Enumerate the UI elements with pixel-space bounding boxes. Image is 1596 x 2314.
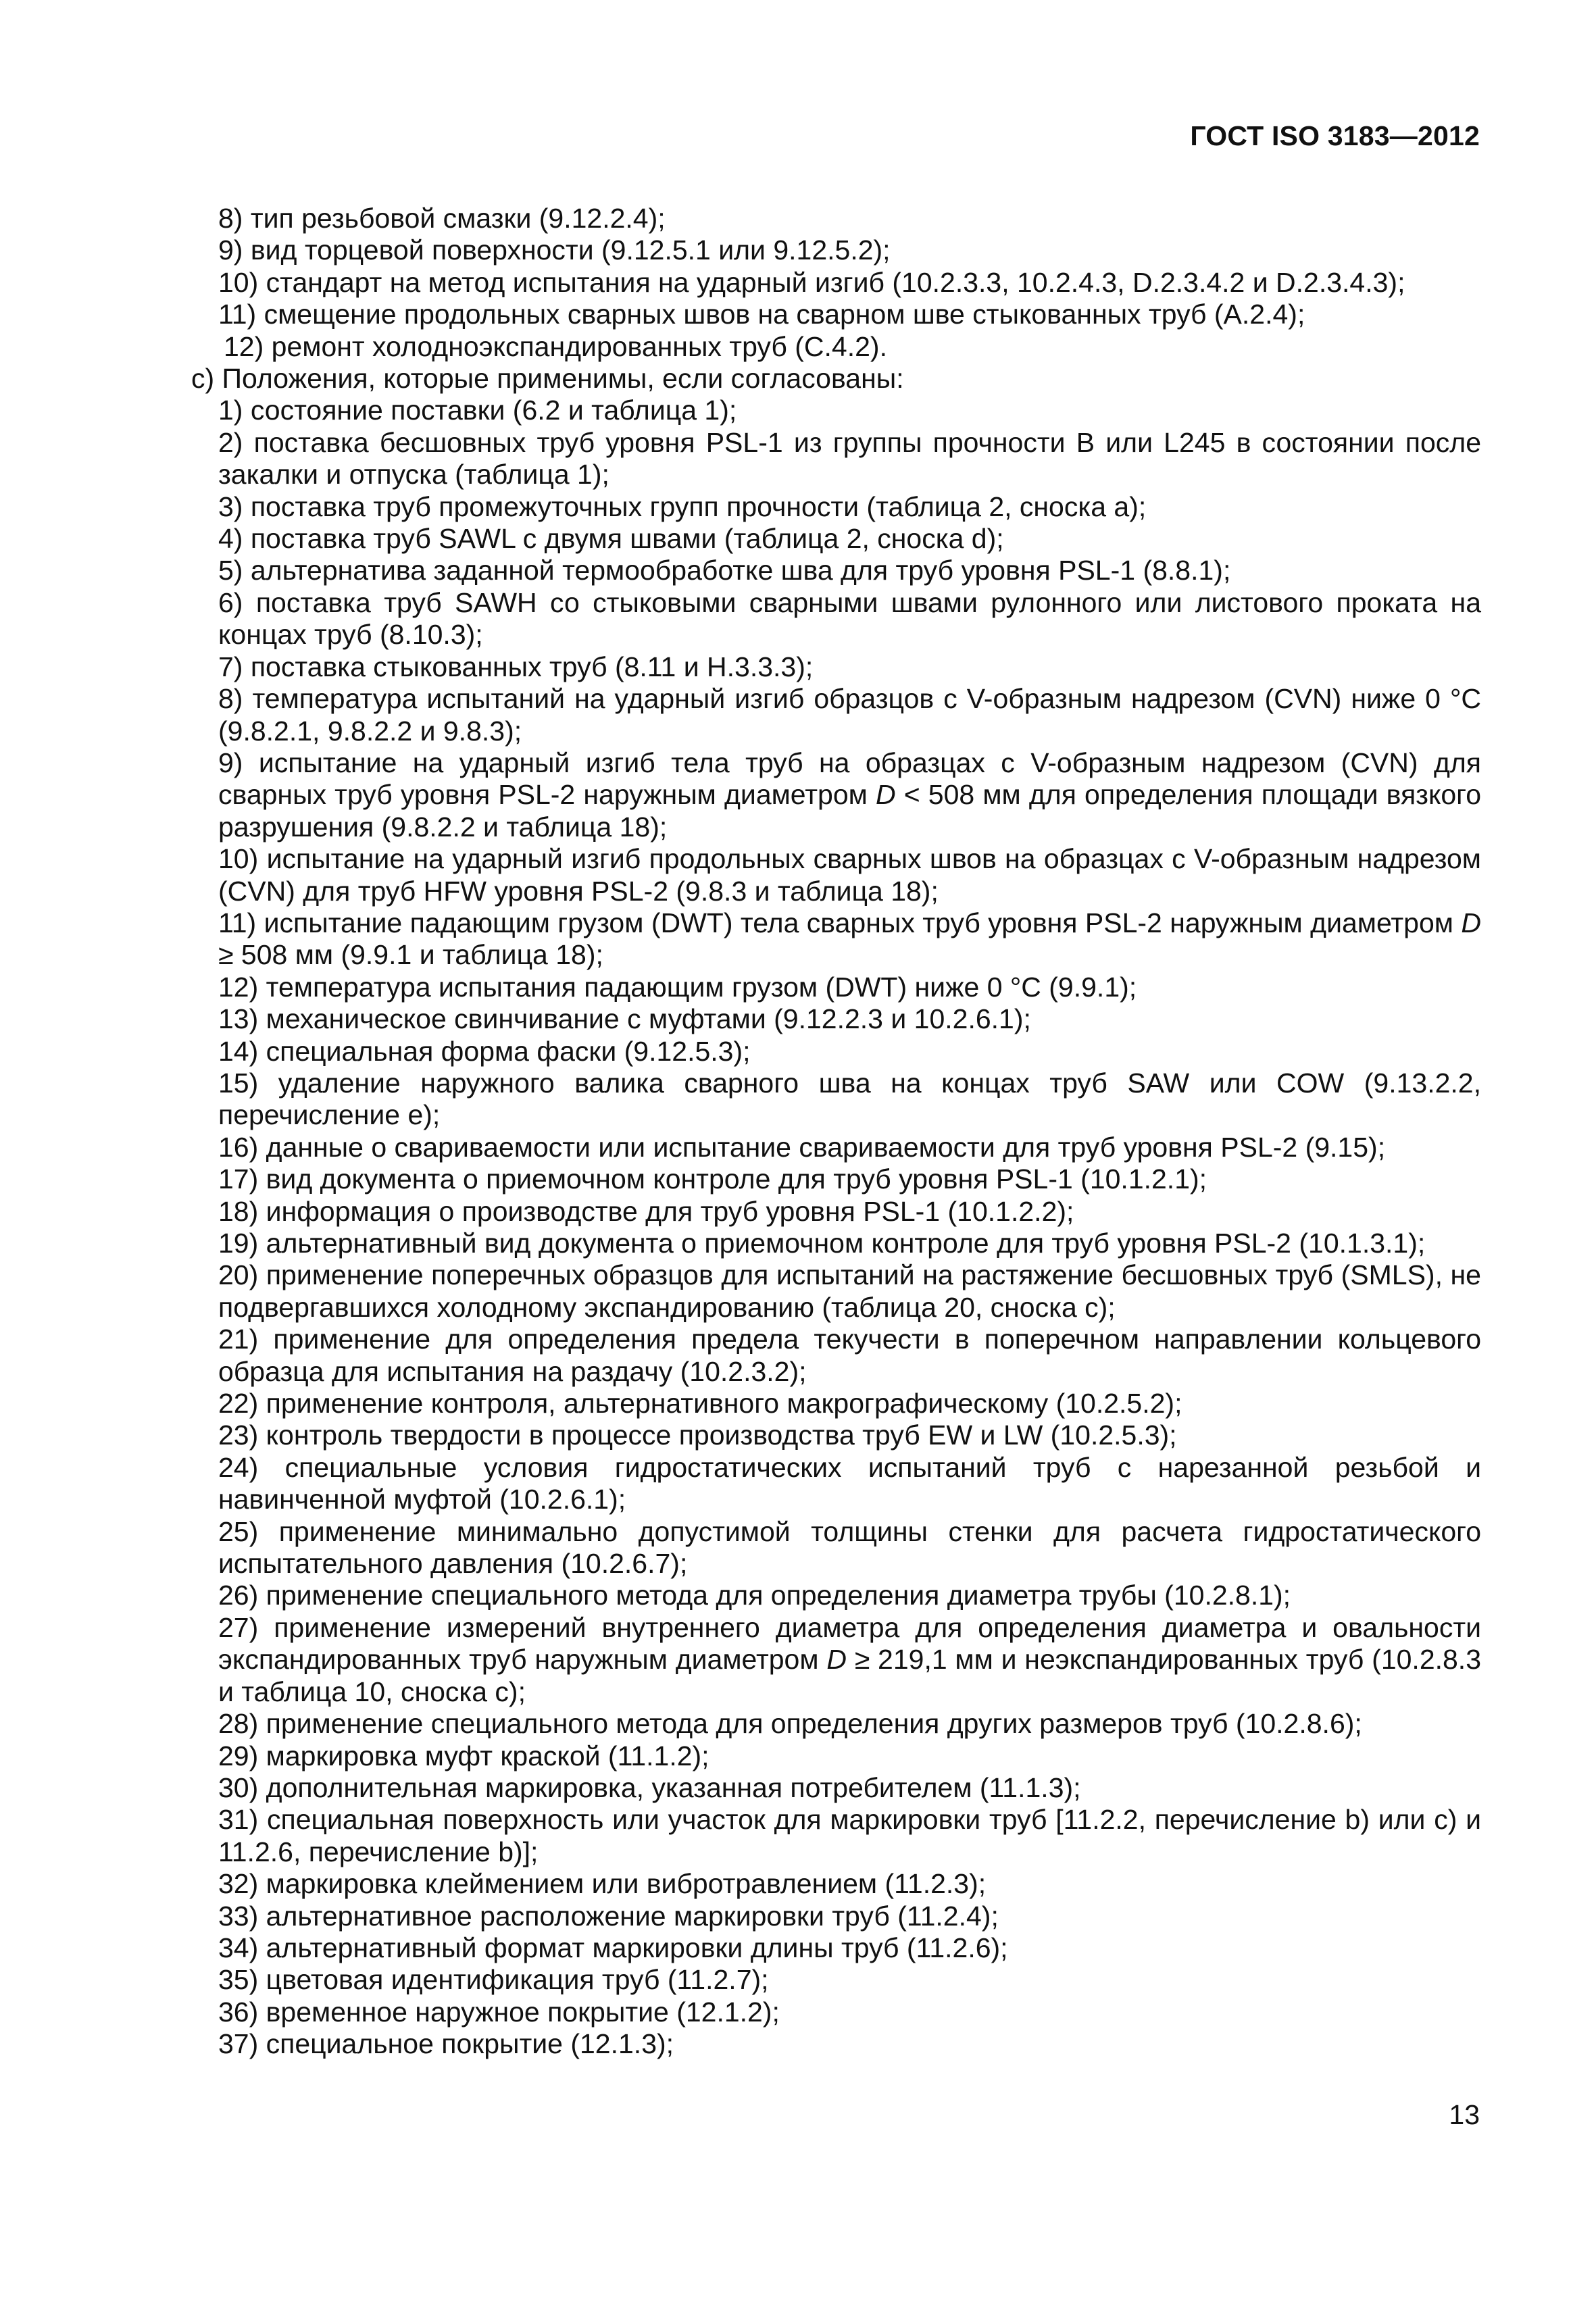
list-item: 4) поставка труб SAWL с двумя швами (таблица 2, сноска d); bbox=[218, 523, 1004, 555]
list-item: 5) альтернатива заданной термообработке шва для труб уровня PSL-1 (8.8.1); bbox=[218, 555, 1231, 586]
item-text: 9) испытание на ударный изгиб тела труб на образцах с V-образным надрезом (CVN) для сварных труб уровня PSL-2 наружным диаметром bbox=[218, 747, 1481, 811]
list-item: 18) информация о производстве для труб уровня PSL-1 (10.1.2.2); bbox=[218, 1195, 1074, 1227]
list-item bbox=[0, 907, 1596, 972]
list-item: 26) применение специального метода для определения диаметра трубы (10.2.8.1); bbox=[218, 1580, 1291, 1611]
list-item: 24) специальные условия гидростатических испытаний труб с нарезанной резьбой и навинченной муфтой (10.2.6.1); bbox=[218, 1451, 1481, 1515]
document-body bbox=[0, 203, 1596, 2061]
list-item bbox=[0, 1612, 1596, 1708]
list-item: 19) альтернативный вид документа о приемочном контроле для труб уровня PSL-2 (10.1.3.1); bbox=[218, 1228, 1426, 1259]
list-item: 14) специальная форма фаски (9.12.5.3); bbox=[218, 1035, 751, 1067]
list-item: 17) вид документа о приемочном контроле для труб уровня PSL-1 (10.1.2.1); bbox=[218, 1163, 1207, 1195]
list-item: 7) поставка стыкованных труб (8.11 и H.3.3.3); bbox=[218, 651, 814, 682]
list-item: 29) маркировка муфт краской (11.1.2); bbox=[218, 1740, 709, 1771]
list-item: 32) маркировка клеймением или вибротравлением (11.2.3); bbox=[218, 1868, 987, 1900]
list-item: 6) поставка труб SAWH со стыковыми сварными швами рулонного или листового проката на концах труб (8.10.3); bbox=[218, 586, 1481, 651]
item-text: ≥ 219,1 мм и неэкспандированных труб (10.2.8.3 и таблица 10, сноска c); bbox=[218, 1644, 1482, 1707]
list-item: 34) альтернативный формат маркировки длины труб (11.2.6); bbox=[218, 1932, 1008, 1963]
list-item: 21) применение для определения предела текучести в поперечном направлении кольцевого образца для испытания на раздачу (10.2.3.2); bbox=[218, 1324, 1481, 1387]
list-item: 13) механическое свинчивание с муфтами (9.12.2.3 и 10.2.6.1); bbox=[218, 1003, 1031, 1035]
list-item: 30) дополнительная маркировка, указанная потребителем (11.1.3); bbox=[218, 1771, 1081, 1803]
list-item: 9) вид торцевой поверхности (9.12.5.1 или 9.12.5.2); bbox=[218, 234, 891, 266]
list-item bbox=[0, 747, 1596, 843]
item-text: ≥ 508 мм (9.9.1 и таблица 18); bbox=[218, 939, 603, 971]
list-item: 10) испытание на ударный изгиб продольных сварных швов на образцах с V-образным надрезом (CVN) для труб HFW уровня PSL-2 (9.8.3 и таблица 18); bbox=[218, 843, 1481, 907]
list-item: 12) ремонт холодноэкспандированных труб (C.4.2). bbox=[224, 330, 887, 362]
list-item: 10) стандарт на метод испытания на ударный изгиб (10.2.3.3, 10.2.4.3, D.2.3.4.2 и D.2.3.4.3); bbox=[218, 266, 1405, 298]
list-item: 35) цветовая идентификация труб (11.2.7); bbox=[218, 1964, 769, 1996]
list-item: 8) температура испытаний на ударный изгиб образцов с V-образным надрезом (CVN) ниже 0 °C (9.8.2.1, 9.8.2.2 и 9.8.3); bbox=[218, 683, 1481, 747]
list-item: 36) временное наружное покрытие (12.1.2); bbox=[218, 1996, 780, 2028]
page-number: 13 bbox=[1449, 2099, 1480, 2130]
list-item: 3) поставка труб промежуточных групп прочности (таблица 2, сноска a); bbox=[218, 491, 1147, 522]
list-item: 11) смещение продольных сварных швов на сварном шве стыкованных труб (A.2.4); bbox=[218, 299, 1305, 330]
list-item: 12) температура испытания падающим грузом (DWT) ниже 0 °C (9.9.1); bbox=[218, 971, 1137, 1003]
item-text: 27) применение измерений внутреннего диаметра для определения диаметра и овальности экспандированных труб наружным диаметром bbox=[218, 1611, 1481, 1676]
list-item: 15) удаление наружного валика сварного шва на концах труб SAW или COW (9.13.2.2, перечисление e); bbox=[218, 1067, 1481, 1131]
list-item: 23) контроль твердости в процессе производства труб EW и LW (10.2.5.3); bbox=[218, 1419, 1177, 1451]
diameter-symbol: D bbox=[826, 1644, 847, 1676]
list-item: 16) данные о свариваемости или испытание свариваемости для труб уровня PSL-2 (9.15); bbox=[218, 1131, 1386, 1163]
list-item: 25) применение минимально допустимой толщины стенки для расчета гидростатического испытательного давления (10.2.6.7); bbox=[218, 1515, 1481, 1580]
list-item: 22) применение контроля, альтернативного макрографическому (10.2.5.2); bbox=[218, 1388, 1182, 1419]
list-item: 28) применение специального метода для определения других размеров труб (10.2.8.6); bbox=[218, 1708, 1362, 1740]
item-text: < 508 мм для определения площади вязкого разрушения (9.8.2.2 и таблица 18); bbox=[218, 779, 1481, 842]
diameter-symbol: D bbox=[1461, 907, 1481, 938]
section-heading: c) Положения, которые применимы, если согласованы: bbox=[191, 363, 904, 395]
list-item: 33) альтернативное расположение маркировки труб (11.2.4); bbox=[218, 1900, 999, 1932]
list-item: 2) поставка бесшовных труб уровня PSL-1 из группы прочности B или L245 в состоянии после закалки и отпуска (таблица 1); bbox=[218, 426, 1481, 491]
document-header: ГОСТ ISO 3183—2012 bbox=[1190, 120, 1480, 151]
diameter-symbol: D bbox=[875, 779, 896, 811]
list-item: 37) специальное покрытие (12.1.3); bbox=[218, 2028, 674, 2060]
list-item: 31) специальная поверхность или участок для маркировки труб [11.2.2, перечисление b) или c) и 11.2.6, перечисление b)]; bbox=[218, 1804, 1481, 1867]
list-item: 1) состояние поставки (6.2 и таблица 1); bbox=[218, 395, 737, 426]
list-item: 20) применение поперечных образцов для испытаний на растяжение бесшовных труб (SMLS), не подвергавшихся холодному экспандированию (таблица 20, сноска c); bbox=[218, 1259, 1481, 1323]
item-text: 11) испытание падающим грузом (DWT) тела сварных труб уровня PSL-2 наружным диаметром bbox=[218, 907, 1462, 938]
list-item: 8) тип резьбовой смазки (9.12.2.4); bbox=[218, 203, 666, 234]
